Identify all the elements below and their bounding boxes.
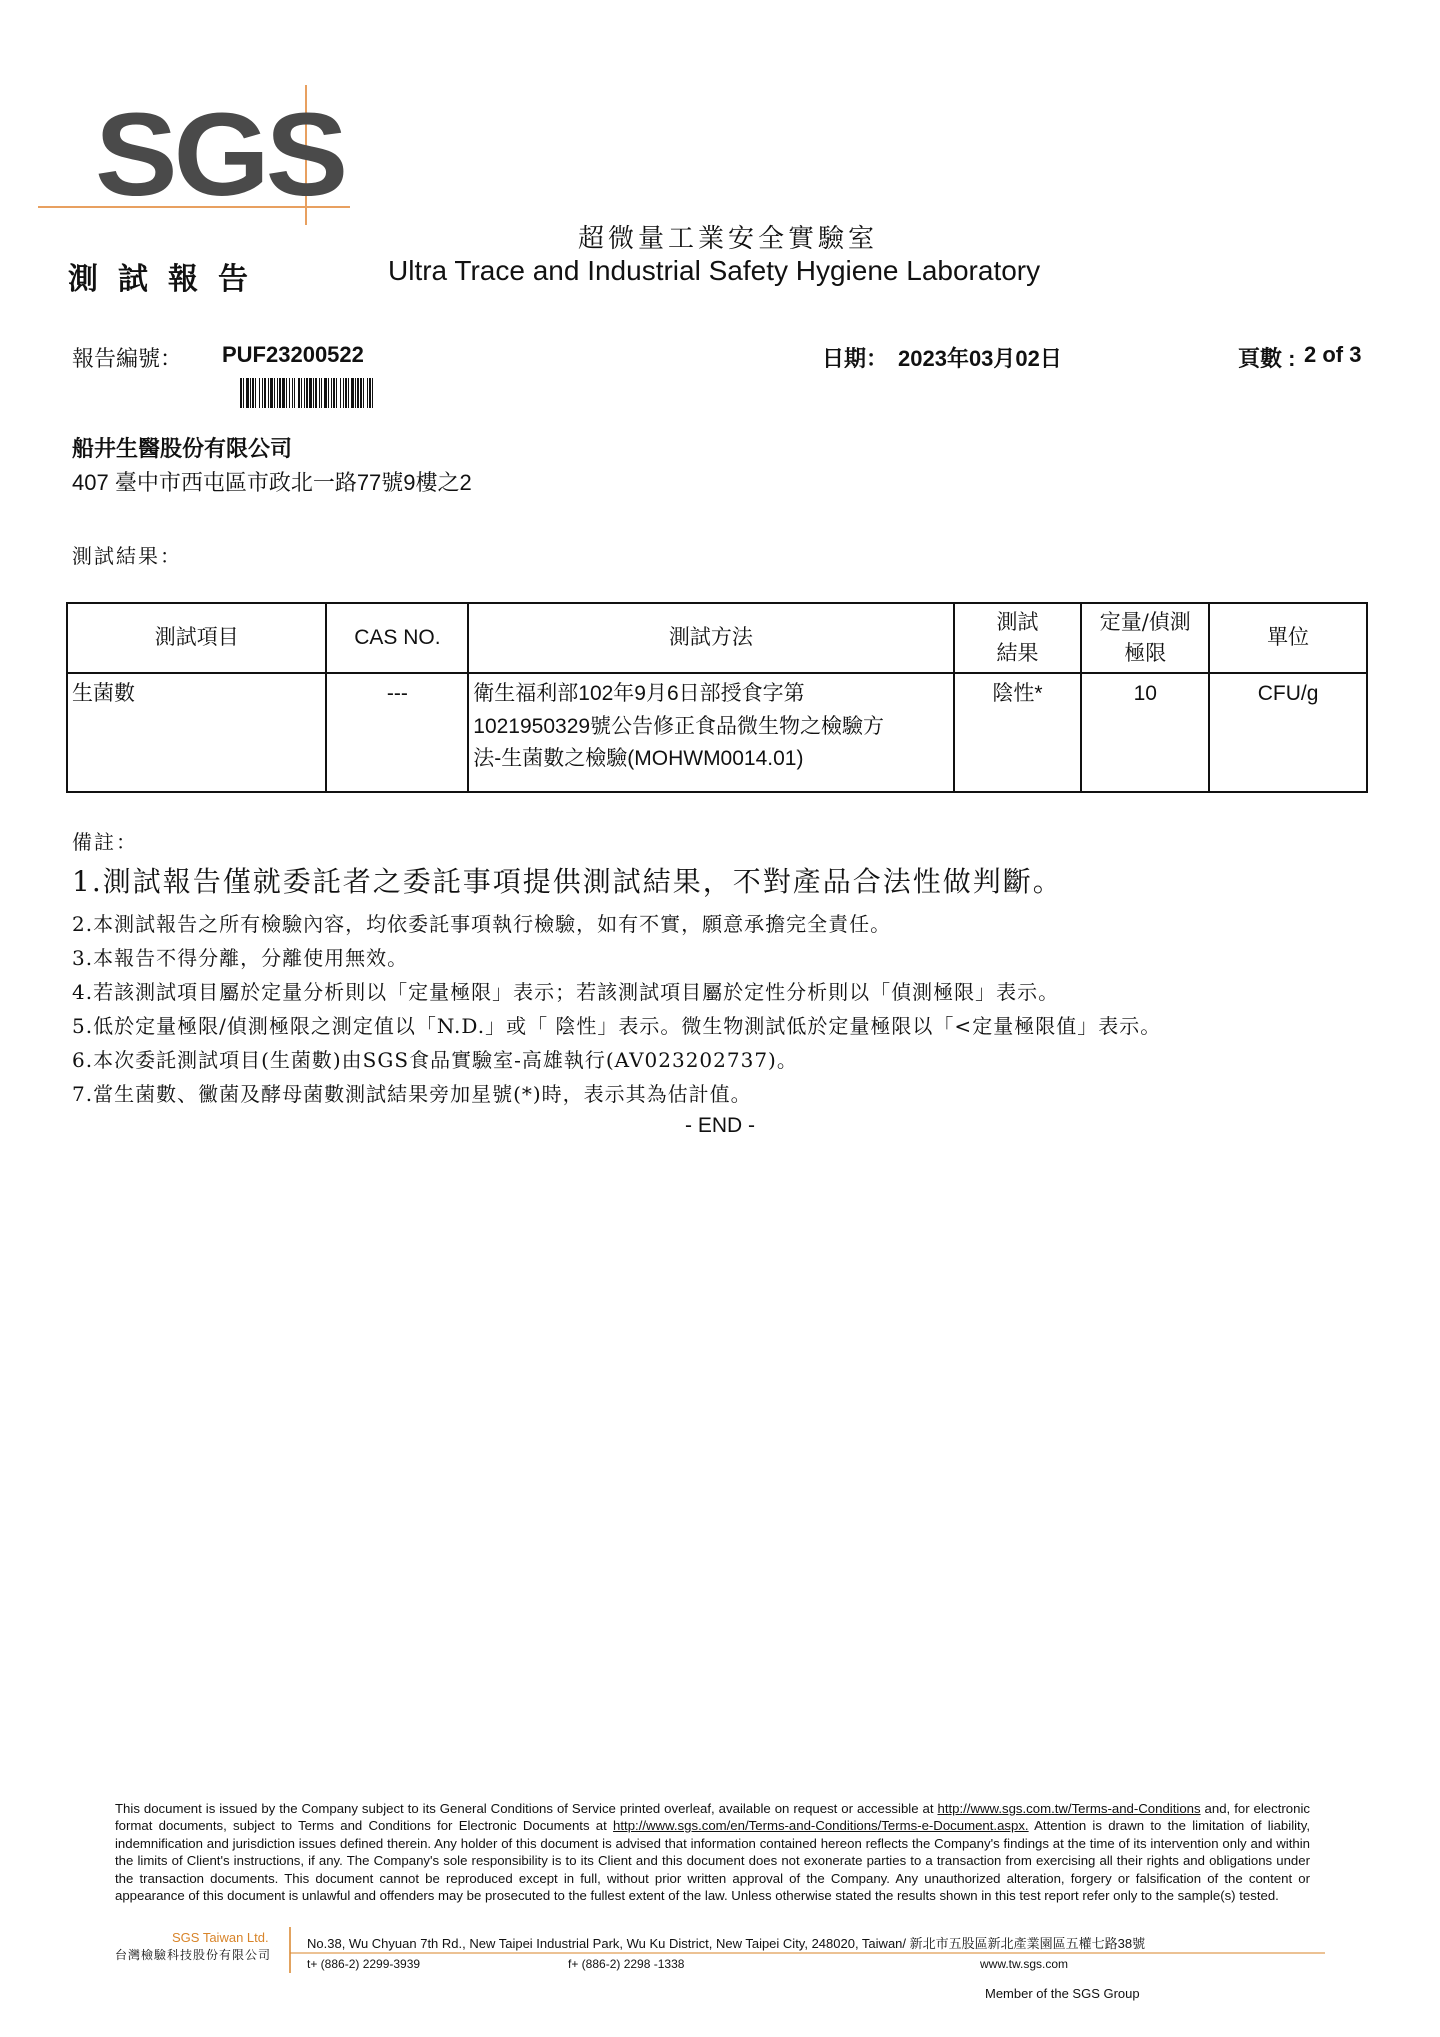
- table-header-row: [67, 603, 1367, 673]
- note-5: 5.低於定量極限/偵測極限之測定值以「N.D.」或「 陰性」表示。微生物測試低於定量極限以「<定量極限值」表示。: [72, 1014, 1162, 1038]
- barcode-icon: [240, 378, 502, 408]
- header-limit-line2: 極限: [1124, 641, 1167, 665]
- cell-method-line3: 法-生菌數之檢驗(MOHWM0014.01): [473, 747, 804, 771]
- e-document-terms-link[interactable]: http://www.sgs.com/en/Terms-and-Conditions/Terms-e-Document.aspx.: [613, 1818, 1029, 1834]
- cell-limit: 10: [1081, 673, 1209, 792]
- footer-company-zh: 台灣檢驗科技股份有限公司: [115, 1948, 272, 1962]
- footer-address: No.38, Wu Chyuan 7th Rd., New Taipei Industrial Park, Wu Ku District, New Taipei City, 248020, Taiwan/ 新北市五股區新北產業園區五權七路38號: [307, 1936, 1146, 1951]
- cell-result: 陰性*: [954, 673, 1082, 792]
- cell-item: 生菌數: [67, 673, 326, 792]
- report-number-label: 報告編號：: [72, 347, 183, 372]
- header-limit-line1: 定量/偵測: [1099, 609, 1191, 634]
- cell-cas: ---: [326, 673, 468, 792]
- footer-tel: t+ (886-2) 2299-3939: [307, 1957, 421, 1971]
- end-marker: - END -: [685, 1114, 755, 1137]
- header-cas: CAS NO.: [326, 603, 468, 673]
- disclaimer-part2: and, for electronic format documents, subject to Terms and Conditions for Electronic Documents at: [115, 1801, 1310, 1834]
- results-table: [66, 602, 1368, 793]
- table-row: [67, 673, 1367, 792]
- page-label: 頁數 :: [1238, 346, 1296, 371]
- cell-method-line1: 衛生福利部102年9月6日部授食字第: [473, 682, 805, 705]
- header-unit: 單位: [1209, 603, 1367, 673]
- cell-method-line2: 1021950329號公告修正食品微生物之檢驗方: [473, 714, 885, 738]
- footer-member: Member of the SGS Group: [985, 1986, 1140, 2001]
- report-title: 測試報告: [68, 262, 268, 297]
- note-3: 3.本報告不得分離，分離使用無效。: [72, 946, 409, 970]
- header-result-line2: 結果: [996, 641, 1039, 665]
- note-4: 4.若該測試項目屬於定量分析則以「定量極限」表示；若該測試項目屬於定性分析則以「偵測極限」表示。: [72, 980, 1060, 1004]
- header-result: [954, 603, 1082, 673]
- report-number: PUF23200522: [222, 342, 364, 367]
- date-label: 日期：: [822, 346, 889, 371]
- footer-fax: f+ (886-2) 2298 -1338: [568, 1957, 685, 1971]
- header-result-line1: 測試: [996, 609, 1039, 634]
- note-2: 2.本測試報告之所有檢驗內容，均依委託事項執行檢驗，如有不實，願意承擔完全責任。: [72, 912, 892, 936]
- lab-name-zh: 超微量工業安全實驗室: [578, 224, 879, 254]
- logo-text: SGS: [95, 89, 345, 221]
- cell-unit: CFU/g: [1209, 673, 1367, 792]
- header-method: 測試方法: [468, 603, 953, 673]
- footer-website: www.tw.sgs.com: [980, 1957, 1069, 1971]
- disclaimer: [115, 1800, 1310, 1904]
- disclaimer-part1: This document is issued by the Company subject to its General Conditions of Service printed overleaf, available on request or accessible at: [115, 1801, 938, 1816]
- terms-link[interactable]: http://www.sgs.com.tw/Terms-and-Conditions: [937, 1801, 1201, 1816]
- disclaimer-part3: Attention is drawn to the limitation of liability, indemnification and jurisdiction issues defined therein. Any holder of this document is advised that information contained hereon reflects the Company's findings at the time of its intervention only and within the limits of Client's instructions, if any. The Company's sole responsibility is to its Client and this document does not exonerate parties to a transaction from exercising all their rights and obligations under the transaction documents. This document cannot be reproduced except in full, without prior written approval of the Company. Any unauthorized alteration, forgery or falsification of the content or appearance of this document is unlawful and offenders may be prosecuted to the fullest extent of the law. Unless otherwise stated the results shown in this test report refer only to the sample(s) tested.: [115, 1818, 1311, 1904]
- page-number: 2 of 3: [1304, 342, 1362, 367]
- results-label: 測試結果：: [72, 544, 182, 568]
- note-6: 6.本次委託測試項目(生菌數)由SGS食品實驗室-高雄執行(AV023202737)。: [72, 1048, 798, 1072]
- header-item: 測試項目: [67, 603, 326, 673]
- note-1: 1.測試報告僅就委託者之委託事項提供測試結果，不對產品合法性做判斷。: [72, 865, 1063, 898]
- lab-name-en: Ultra Trace and Industrial Safety Hygiene Laboratory: [388, 255, 1041, 286]
- report-date: 2023年03月02日: [898, 346, 1062, 371]
- footer-company-en: SGS Taiwan Ltd.: [172, 1930, 269, 1945]
- cell-method: [468, 673, 953, 792]
- client-address: 407 臺中市西屯區市政北一路77號9樓之2: [72, 470, 472, 495]
- remarks-label: 備註：: [72, 830, 138, 854]
- note-7: 7.當生菌數、黴菌及酵母菌數測試結果旁加星號(*)時，表示其為估計值。: [72, 1082, 752, 1106]
- client-name: 船井生醫股份有限公司: [72, 436, 293, 461]
- header-limit: [1081, 603, 1209, 673]
